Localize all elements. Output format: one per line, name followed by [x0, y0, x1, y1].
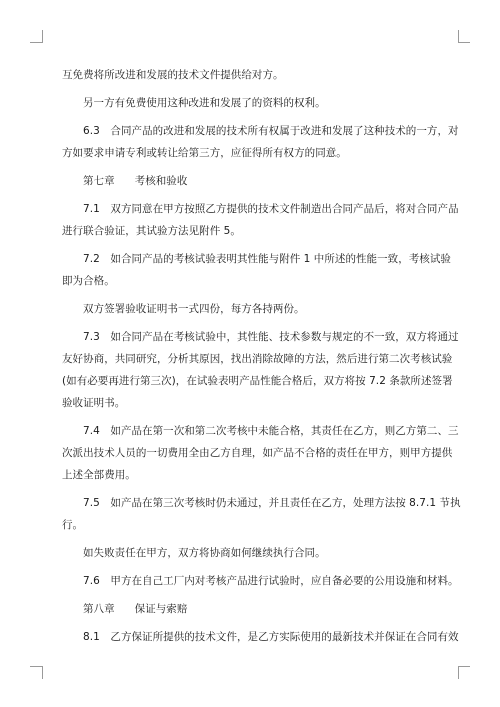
paragraph-line: 互免费将所改进和发展的技术文件提供给对方。	[62, 69, 284, 81]
chapter-heading	[62, 598, 444, 620]
paragraph-line: 7.4 如产品在第一次和第二次考核中未能合格，其责任在乙方，则乙方第二、三	[83, 425, 459, 437]
crop-mark-bottom-right-h	[458, 666, 470, 667]
paragraph-line: 进行联合验证，其试验方法见附件 5。	[62, 225, 241, 237]
chapter-number: 第七章	[83, 175, 115, 187]
chapter-heading	[62, 170, 444, 192]
paragraph	[62, 64, 444, 86]
paragraph	[62, 198, 459, 242]
paragraph	[62, 298, 444, 320]
chapter-title: 考核和验收	[134, 175, 188, 187]
document-body	[62, 64, 461, 648]
paragraph-line: 方如要求申请专利或转让给第三方，应征得所有权方的同意。	[62, 147, 347, 159]
paragraph-line: 验收证明书。	[62, 397, 126, 409]
paragraph-line: 即为合格。	[62, 275, 115, 287]
chapter-number: 第八章	[83, 603, 115, 615]
paragraph-line: 6.3 合同产品的改进和发展的技术所有权属于改进和发展了这种技术的一方，对	[83, 125, 459, 137]
crop-mark-top-right-v	[458, 30, 459, 43]
paragraph	[62, 248, 451, 292]
paragraph-line: 另一方有免费使用这种改进和发展了的资料的权利。	[83, 97, 326, 109]
paragraph-line: 7.6 甲方在自己工厂内对考核产品进行试验时，应自备必要的公用设施和材料。	[83, 575, 459, 587]
paragraph-line: (如有必要再进行第三次)，在试验表明产品性能合格后，双方将按 7.2 条款所述签署	[62, 375, 453, 387]
chapter-title: 保证与索赔	[134, 603, 188, 615]
crop-mark-top-left-v	[42, 30, 43, 43]
paragraph	[62, 570, 459, 592]
crop-mark-bottom-right-v	[458, 666, 459, 679]
chapter-heading-line	[62, 170, 444, 192]
paragraph-line: 双方签署验收证明书一式四份，每方各持两份。	[83, 303, 305, 315]
paragraph	[62, 626, 459, 648]
paragraph	[62, 420, 459, 486]
paragraph-line: 如失败责任在甲方，双方将协商如何继续执行合同。	[83, 547, 326, 559]
paragraph-line: 次派出技术人员的一切费用全由乙方自理，如产品不合格的责任在甲方，则甲方提供	[62, 447, 453, 459]
paragraph-line: 7.2 如合同产品的考核试验表明其性能与附件 1 中所述的性能一致，考核试验	[83, 253, 451, 265]
crop-mark-bottom-left-v	[42, 666, 43, 679]
crop-mark-top-left-h	[30, 42, 42, 43]
paragraph	[62, 120, 459, 164]
crop-mark-top-right-h	[458, 42, 470, 43]
paragraph-line: 行。	[62, 519, 84, 531]
paragraph	[62, 542, 444, 564]
paragraph	[62, 492, 461, 536]
paragraph-line: 7.1 双方同意在甲方按照乙方提供的技术文件制造出合同产品后，将对合同产品	[83, 203, 459, 215]
paragraph-line: 上述全部费用。	[62, 469, 136, 481]
paragraph-line: 8.1 乙方保证所提供的技术文件，是乙方实际使用的最新技术并保证在合同有效	[83, 631, 459, 643]
paragraph-line: 友好协商，共同研究，分析其原因，找出消除故障的方法，然后进行第二次考核试验	[62, 353, 453, 365]
paragraph-line: 7.5 如产品在第三次考核时仍未通过，并且责任在乙方，处理方法按 8.7.1 节执	[83, 497, 461, 509]
chapter-heading-line	[62, 598, 444, 620]
paragraph	[62, 92, 444, 114]
paragraph	[62, 326, 459, 414]
crop-mark-bottom-left-h	[30, 666, 42, 667]
paragraph-line: 7.3 如合同产品在考核试验中，其性能、技术参数与规定的不一致，双方将通过	[83, 331, 459, 343]
